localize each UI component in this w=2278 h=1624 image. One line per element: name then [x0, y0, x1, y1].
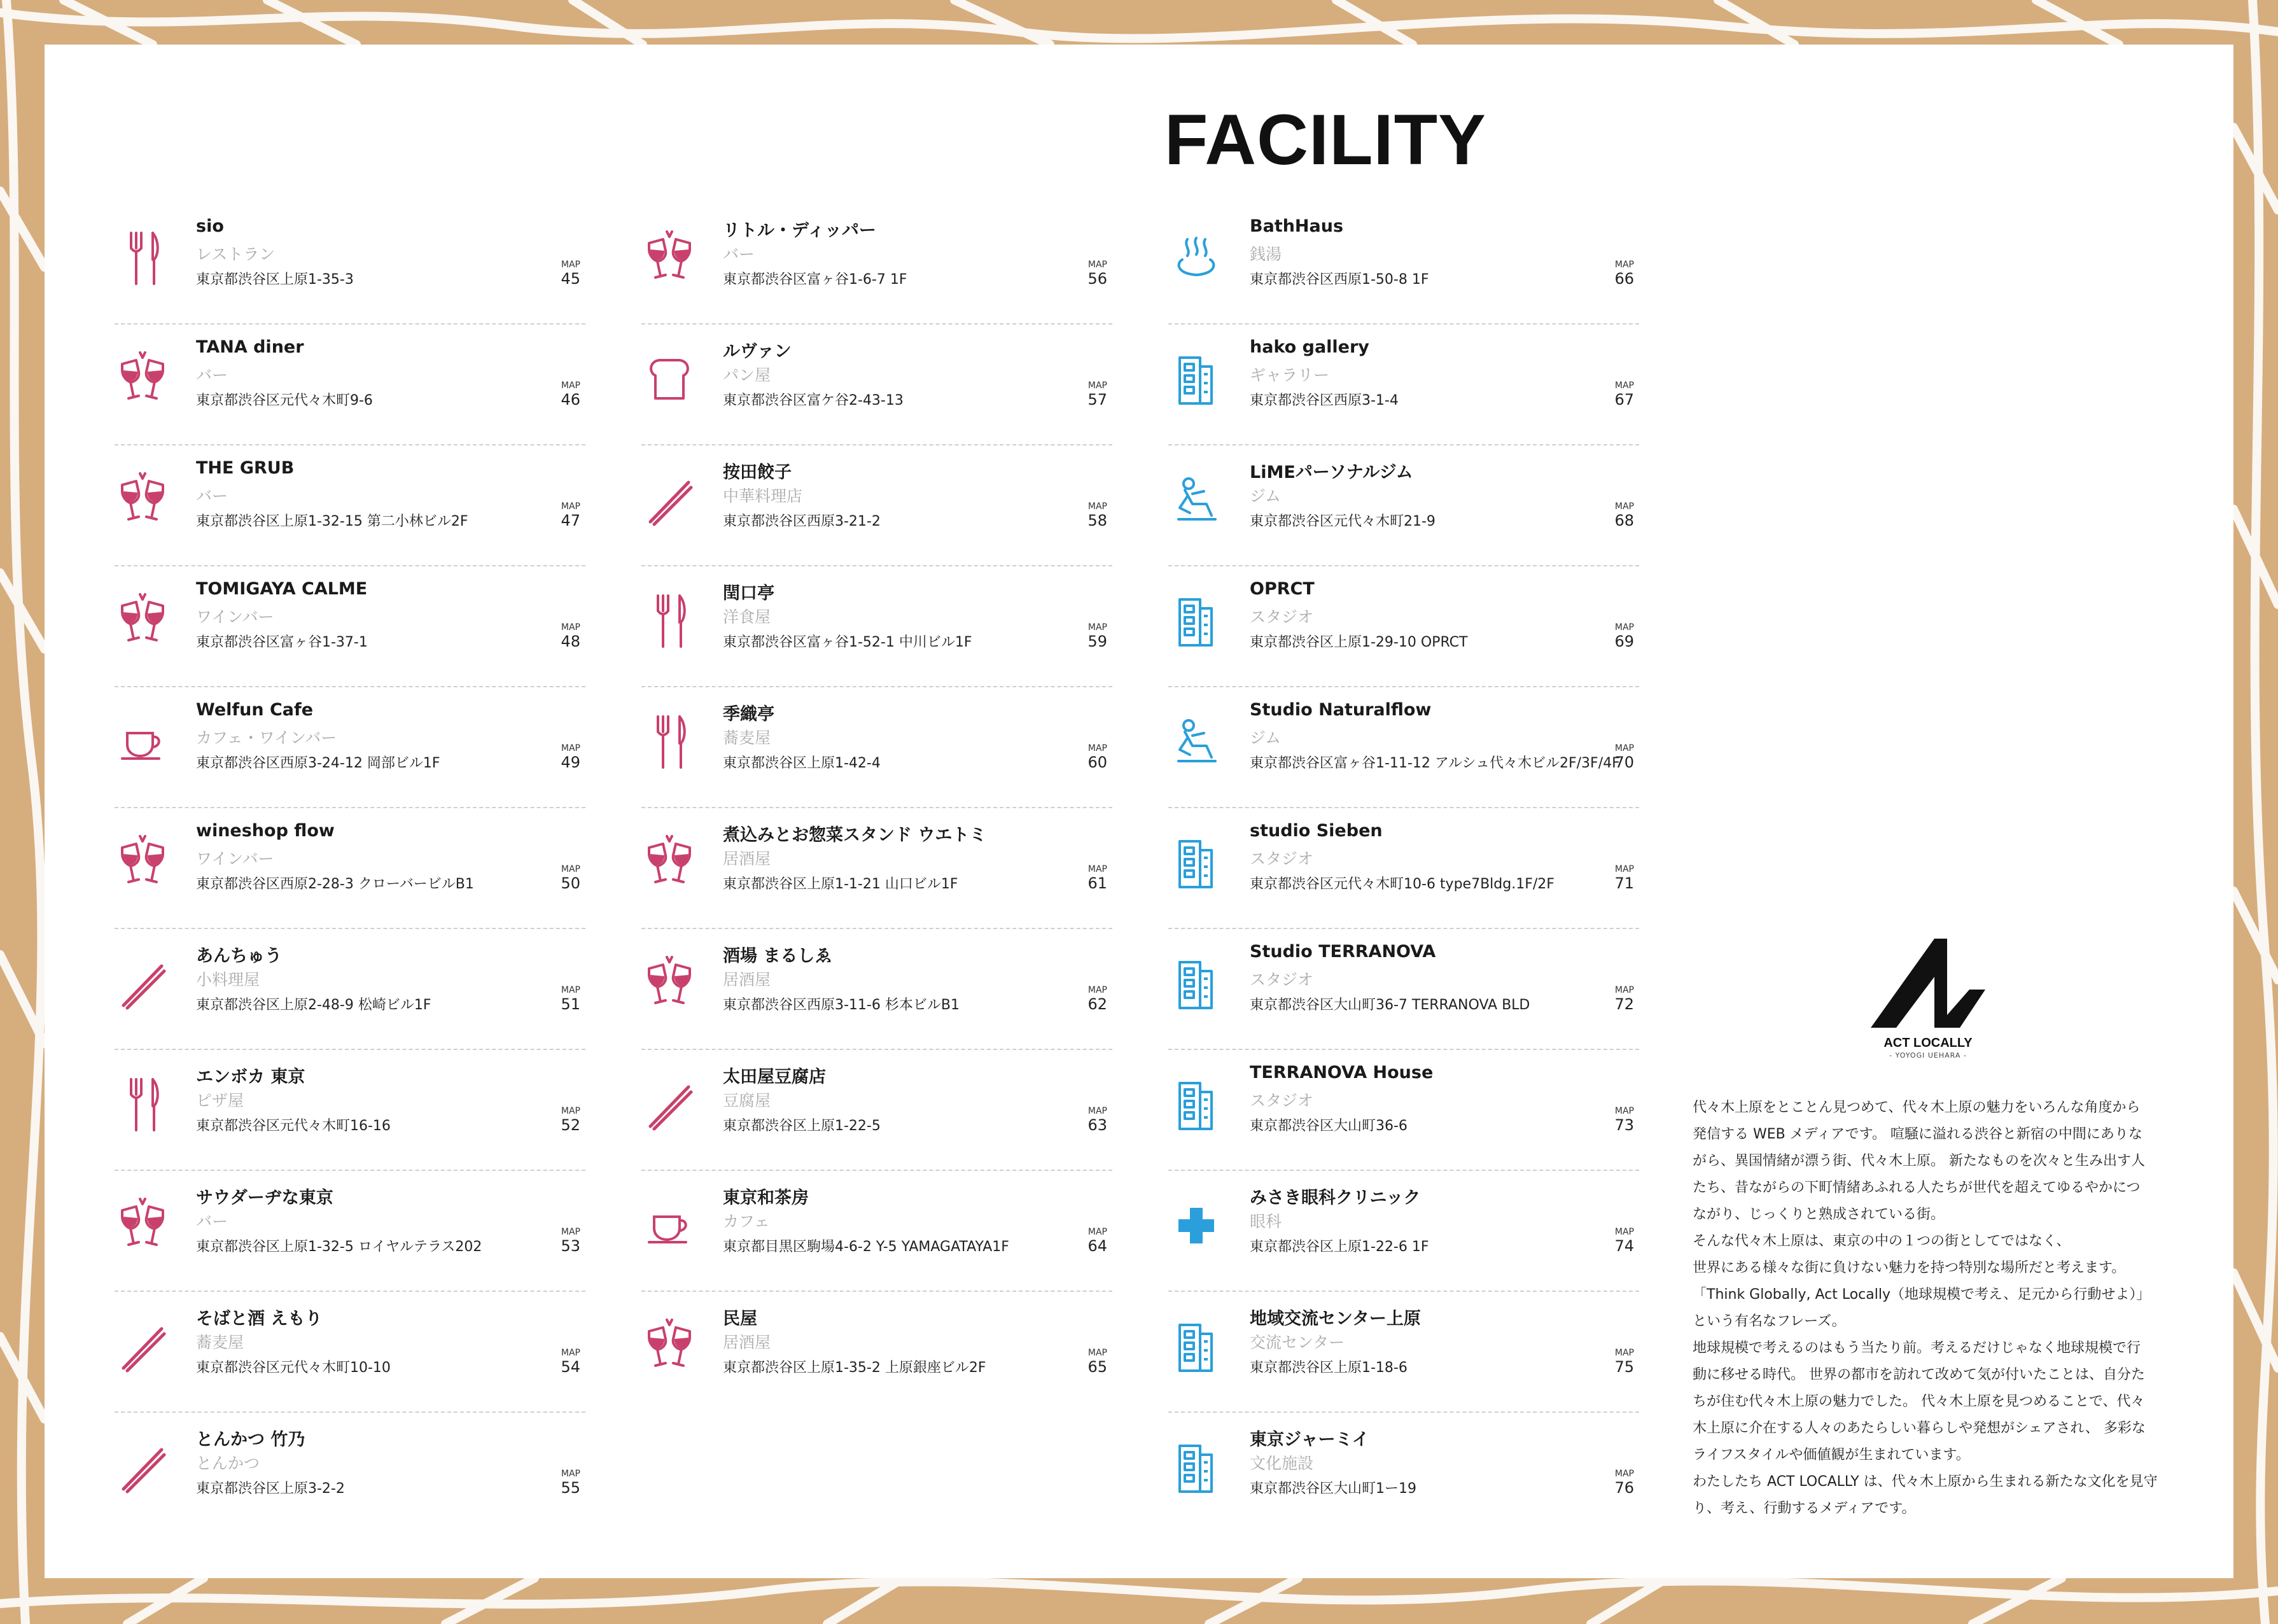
facility-name: Studio TERRANOVA: [1250, 942, 1436, 962]
facility-category: カフェ・ワインバー: [196, 729, 337, 747]
facility-category: スタジオ: [1250, 608, 1314, 626]
map-number[interactable]: 46: [561, 391, 580, 409]
map-label: MAP: [1614, 864, 1634, 874]
facility-name: sio: [196, 216, 224, 236]
facility-category: 洋食屋: [723, 608, 771, 626]
description-line: 世界にある様々な街に負けない魅力を持つ特別な場所だと考えます。: [1693, 1260, 2126, 1276]
facility-address: 東京都渋谷区西原3-21-2: [723, 514, 881, 529]
map-number[interactable]: 49: [561, 753, 580, 771]
facility-address: 東京都渋谷区上原1-32-5 ロイヤルテラス202: [196, 1239, 482, 1255]
wine-glasses-icon: [117, 589, 168, 653]
map-label: MAP: [1614, 743, 1634, 753]
map-number[interactable]: 67: [1614, 391, 1634, 409]
map-label: MAP: [1614, 1469, 1634, 1479]
facility-name: TERRANOVA House: [1250, 1063, 1434, 1082]
description-line: 代々木上原をとことん見つめて、代々木上原の魅力をいろんな角度から: [1693, 1100, 2141, 1116]
fork-knife-icon: [644, 589, 695, 653]
map-label: MAP: [1614, 985, 1634, 995]
map-number[interactable]: 56: [1087, 270, 1107, 288]
map-label: MAP: [1087, 381, 1107, 391]
building-icon: [1171, 589, 1222, 653]
map-label: MAP: [561, 501, 580, 512]
facility-category: 眼科: [1250, 1212, 1282, 1231]
map-label: MAP: [561, 622, 580, 633]
facility-name: BathHaus: [1250, 216, 1344, 236]
map-number[interactable]: 58: [1087, 512, 1107, 529]
description-line: り、考え、行動するメディアです。: [1693, 1501, 1916, 1516]
logo-subtitle: - YOYOGI UEHARA -: [1889, 1051, 1967, 1060]
description-line: ちが住む代々木上原の魅力でした。 代々木上原を見つめることで、代々: [1693, 1394, 2145, 1410]
map-number[interactable]: 76: [1614, 1479, 1634, 1497]
facility-category: ピザ屋: [196, 1091, 244, 1110]
facility-category: ジム: [1250, 487, 1282, 505]
page-title: FACILITY: [1164, 100, 1486, 179]
map-label: MAP: [1087, 1227, 1107, 1237]
description-line: 地球規模で考えるのはもう当たり前。考えるだけじゃなく地球規模で行: [1693, 1340, 2141, 1356]
map-number[interactable]: 54: [561, 1358, 580, 1376]
facility-category: バー: [196, 366, 228, 384]
map-number[interactable]: 72: [1614, 995, 1634, 1013]
description-line: ながり、じっくりと熟成されている街。: [1693, 1207, 1945, 1222]
facility-address: 東京都渋谷区上原2-48-9 松崎ビル1F: [196, 997, 431, 1013]
facility-entry[interactable]: [641, 929, 1112, 1050]
facility-entry[interactable]: [1168, 808, 1639, 929]
facility-category: 豆腐屋: [723, 1091, 771, 1110]
facility-name: とんかつ 竹乃: [196, 1430, 305, 1450]
map-number[interactable]: 68: [1614, 512, 1634, 529]
facility-entry[interactable]: [115, 1050, 585, 1171]
facility-category: バー: [196, 487, 228, 505]
facility-entry[interactable]: [115, 687, 585, 808]
facility-category: 中華料理店: [723, 487, 803, 505]
building-icon: [1171, 1073, 1222, 1137]
facility-entry[interactable]: [641, 566, 1112, 687]
description-line: たち、昔ながらの下町情緒あふれる人たちが世代を超えてゆるやかにつ: [1693, 1180, 2141, 1196]
facility-address: 東京都渋谷区富ケ谷2-43-13: [723, 393, 904, 409]
map-label: MAP: [1087, 743, 1107, 753]
map-number[interactable]: 47: [561, 512, 580, 529]
map-number[interactable]: 64: [1087, 1237, 1107, 1255]
description-line: 「Think Globally, Act Locally（地球規模で考え、足元から行動せよ）」: [1693, 1287, 2151, 1303]
facility-name: 閏口亭: [723, 584, 774, 603]
description-line: わたしたち ACT LOCALLY は、代々木上原から生まれる新たな文化を見守: [1693, 1474, 2158, 1490]
description-line: がら、異国情緒が漂う街、代々木上原。 新たなものを次々と生み出す人: [1693, 1153, 2145, 1169]
map-number[interactable]: 48: [561, 633, 580, 650]
facility-address: 東京都渋谷区富ヶ谷1-11-12 アルシュ代々木ビル2F/3F/4F: [1250, 755, 1620, 771]
map-number[interactable]: 74: [1614, 1237, 1634, 1255]
wine-glasses-icon: [117, 831, 168, 895]
gym-icon: [1171, 710, 1222, 774]
facility-entry[interactable]: [115, 1413, 585, 1534]
facility-address: 東京都渋谷区大山町36-6: [1250, 1118, 1408, 1134]
map-label: MAP: [1614, 260, 1634, 270]
facility-address: 東京都渋谷区上原1-42-4: [723, 755, 881, 771]
gym-icon: [1171, 468, 1222, 532]
map-label: MAP: [561, 743, 580, 753]
facility-category: 交流センター: [1250, 1333, 1345, 1352]
facility-address: 東京都渋谷区上原1-35-2 上原銀座ビル2F: [723, 1360, 986, 1376]
map-number[interactable]: 65: [1087, 1358, 1107, 1376]
description-line: 木上原に介在する人々のあたらしい暮らしや発想がシェアされ、 多彩な: [1693, 1420, 2146, 1436]
map-number[interactable]: 70: [1614, 753, 1634, 771]
facility-name: 地域交流センター上原: [1250, 1309, 1421, 1329]
map-label: MAP: [1087, 1106, 1107, 1116]
facility-entry[interactable]: [1168, 687, 1639, 808]
facility-category: ギャラリー: [1250, 366, 1330, 384]
map-label: MAP: [561, 1106, 580, 1116]
facility-name: LiMEパーソナルジム: [1250, 463, 1413, 482]
facility-address: 東京都渋谷区上原1-18-6: [1250, 1360, 1408, 1376]
map-label: MAP: [1087, 622, 1107, 633]
facility-column-1: [115, 204, 585, 1534]
wine-glasses-icon: [644, 227, 695, 290]
wine-glasses-icon: [644, 831, 695, 895]
facility-category: 居酒屋: [723, 1333, 771, 1352]
facility-category: とんかつ: [196, 1454, 260, 1473]
facility-category: 蕎麦屋: [196, 1333, 244, 1352]
facility-name: 太田屋豆腐店: [723, 1067, 826, 1087]
facility-name: 按田餃子: [723, 463, 792, 482]
facility-entry[interactable]: [641, 325, 1112, 445]
facility-address: 東京都渋谷区元代々木町16-16: [196, 1118, 391, 1134]
map-label: MAP: [1087, 1348, 1107, 1358]
facility-category: 銭湯: [1250, 245, 1282, 263]
facility-name: あんちゅう: [196, 946, 282, 966]
map-label: MAP: [1614, 381, 1634, 391]
map-label: MAP: [1614, 1106, 1634, 1116]
map-label: MAP: [561, 864, 580, 874]
facility-address: 東京都渋谷区元代々木町10-6 type7Bldg.1F/2F: [1250, 876, 1555, 892]
facility-address: 東京都渋谷区西原3-1-4: [1250, 393, 1399, 409]
facility-entry[interactable]: [641, 1171, 1112, 1292]
facility-name: wineshop flow: [196, 821, 335, 841]
facility-category: バー: [196, 1212, 228, 1231]
map-number[interactable]: 60: [1087, 753, 1107, 771]
facility-address: 東京都渋谷区上原1-32-15 第二小林ビル2F: [196, 514, 468, 529]
map-number[interactable]: 59: [1087, 633, 1107, 650]
chopsticks-icon: [117, 1436, 168, 1499]
facility-name: 酒場 まるしゑ: [723, 946, 832, 966]
map-label: MAP: [1614, 501, 1634, 512]
facility-address: 東京都渋谷区上原1-29-10 OPRCT: [1250, 634, 1468, 650]
facility-name: Welfun Cafe: [196, 700, 314, 720]
facility-name: TANA diner: [196, 337, 304, 357]
map-number[interactable]: 62: [1087, 995, 1107, 1013]
facility-entry[interactable]: [641, 204, 1112, 325]
map-label: MAP: [1087, 985, 1107, 995]
map-number[interactable]: 63: [1087, 1116, 1107, 1134]
medical-cross-icon: [1171, 1194, 1222, 1257]
description-line: そんな代々木上原は、東京の中の１つの街としてではなく、: [1693, 1233, 2071, 1249]
map-number[interactable]: 53: [561, 1237, 580, 1255]
facility-address: 東京都渋谷区上原1-22-6 1F: [1250, 1239, 1429, 1255]
facility-category: 居酒屋: [723, 970, 771, 989]
facility-entry[interactable]: [115, 1292, 585, 1413]
chopsticks-icon: [117, 952, 168, 1016]
map-label: MAP: [1614, 622, 1634, 633]
map-label: MAP: [1087, 501, 1107, 512]
facility-category: 居酒屋: [723, 850, 771, 868]
facility-address: 東京都渋谷区上原1-1-21 山口ビル1F: [723, 876, 958, 892]
wine-glasses-icon: [117, 347, 168, 411]
facility-entry[interactable]: [641, 687, 1112, 808]
facility-address: 東京都渋谷区富ヶ谷1-52-1 中川ビル1F: [723, 634, 972, 650]
map-number[interactable]: 52: [561, 1116, 580, 1134]
coffee-cup-icon: [117, 710, 168, 774]
facility-address: 東京都目黒区駒場4-6-2 Y-5 YAMAGATAYA1F: [723, 1239, 1009, 1255]
facility-address: 東京都渋谷区富ヶ谷1-6-7 1F: [723, 272, 907, 288]
map-number[interactable]: 51: [561, 995, 580, 1013]
facility-name: 東京ジャーミイ: [1250, 1430, 1369, 1450]
map-number[interactable]: 66: [1614, 270, 1634, 288]
map-label: MAP: [1614, 1227, 1634, 1237]
facility-entry[interactable]: [115, 325, 585, 445]
building-icon: [1171, 1315, 1222, 1378]
facility-entry[interactable]: [115, 204, 585, 325]
map-number[interactable]: 71: [1614, 874, 1634, 892]
map-label: MAP: [561, 260, 580, 270]
facility-name: THE GRUB: [196, 458, 295, 478]
site-description: [1693, 1095, 2166, 1522]
facility-category: レストラン: [196, 245, 276, 263]
facility-address: 東京都渋谷区富ヶ谷1-37-1: [196, 634, 368, 650]
description-line: 発信する WEB メディアです。 喧騒に溢れる渋谷と新宿の中間にありな: [1693, 1126, 2142, 1142]
hot-spring-icon: [1171, 227, 1222, 290]
facility-column-2: [641, 204, 1112, 1413]
facility-address: 東京都渋谷区元代々木町9-6: [196, 393, 373, 409]
facility-entry[interactable]: [1168, 1050, 1639, 1171]
facility-entry[interactable]: [115, 566, 585, 687]
coffee-cup-icon: [644, 1194, 695, 1257]
facility-name: OPRCT: [1250, 579, 1315, 599]
description-line: ライフスタイルや価値観が生まれています。: [1693, 1447, 1970, 1463]
facility-category: ワインバー: [196, 850, 274, 868]
facility-category: カフェ: [723, 1212, 770, 1231]
chopsticks-icon: [117, 1315, 168, 1378]
facility-category: 文化施設: [1250, 1454, 1314, 1473]
facility-name: サウダーヂな東京: [196, 1188, 333, 1208]
map-label: MAP: [1614, 1348, 1634, 1358]
facility-category: パン屋: [723, 366, 771, 384]
description-line: という有名なフレーズ。: [1693, 1313, 1846, 1329]
facility-address: 東京都渋谷区上原1-35-3: [196, 272, 354, 288]
building-icon: [1171, 347, 1222, 411]
facility-category: スタジオ: [1250, 850, 1314, 868]
map-label: MAP: [561, 1348, 580, 1358]
facility-name: そばと酒 えもり: [196, 1309, 323, 1329]
logo-name: ACT LOCALLY: [1883, 1036, 1973, 1050]
facility-name: エンボカ 東京: [196, 1067, 305, 1087]
map-label: MAP: [561, 381, 580, 391]
map-number[interactable]: 75: [1614, 1358, 1634, 1376]
map-number[interactable]: 61: [1087, 874, 1107, 892]
facility-category: スタジオ: [1250, 1091, 1314, 1110]
facility-name: リトル・ディッパー: [723, 221, 876, 241]
map-number[interactable]: 45: [561, 270, 580, 288]
facility-entry[interactable]: [115, 929, 585, 1050]
facility-name: 季織亭: [723, 704, 774, 724]
facility-address: 東京都渋谷区元代々木町21-9: [1250, 514, 1436, 529]
facility-entry[interactable]: [641, 1050, 1112, 1171]
map-number[interactable]: 69: [1614, 633, 1634, 650]
map-number[interactable]: 57: [1087, 391, 1107, 409]
chopsticks-icon: [644, 1073, 695, 1137]
facility-name: studio Sieben: [1250, 821, 1383, 841]
facility-name: TOMIGAYA CALME: [196, 579, 368, 599]
description-line: 動に移せる時代。 世界の都市を訪れて改めて気が付いたことは、自分た: [1693, 1367, 2145, 1383]
facility-entry[interactable]: [1168, 445, 1639, 566]
fork-knife-icon: [117, 227, 168, 290]
facility-column-3: [1168, 204, 1639, 1534]
facility-entry[interactable]: [1168, 566, 1639, 687]
facility-category: スタジオ: [1250, 970, 1314, 989]
facility-name: 煮込みとお惣菜スタンド ウエトミ: [723, 825, 987, 845]
wine-glasses-icon: [644, 1315, 695, 1378]
facility-name: みさき眼科クリニック: [1250, 1188, 1421, 1208]
map-number[interactable]: 55: [561, 1479, 580, 1497]
fork-knife-icon: [117, 1073, 168, 1137]
map-label: MAP: [561, 1469, 580, 1479]
facility-entry[interactable]: [1168, 325, 1639, 445]
facility-entry[interactable]: [1168, 1292, 1639, 1413]
fork-knife-icon: [644, 710, 695, 774]
map-label: MAP: [561, 985, 580, 995]
building-icon: [1171, 952, 1222, 1016]
map-label: MAP: [1087, 260, 1107, 270]
facility-name: ルヴァン: [723, 342, 792, 361]
facility-entry[interactable]: [115, 445, 585, 566]
facility-entry[interactable]: [641, 1292, 1112, 1413]
facility-name: 東京和茶房: [723, 1188, 809, 1208]
facility-address: 東京都渋谷区元代々木町10-10: [196, 1360, 391, 1376]
facility-address: 東京都渋谷区上原1-22-5: [723, 1118, 881, 1134]
facility-name: 民屋: [723, 1309, 757, 1329]
map-number[interactable]: 73: [1614, 1116, 1634, 1134]
facility-entry[interactable]: [1168, 1413, 1639, 1534]
facility-address: 東京都渋谷区大山町36-7 TERRANOVA BLD: [1250, 997, 1530, 1013]
facility-address: 東京都渋谷区西原3-24-12 岡部ビル1F: [196, 755, 440, 771]
facility-category: 小料理屋: [196, 970, 260, 989]
facility-address: 東京都渋谷区上原3-2-2: [196, 1481, 345, 1497]
map-label: MAP: [1087, 864, 1107, 874]
facility-entry[interactable]: [1168, 1171, 1639, 1292]
facility-address: 東京都渋谷区西原1-50-8 1F: [1250, 272, 1429, 288]
wine-glasses-icon: [117, 468, 168, 532]
facility-entry[interactable]: [115, 808, 585, 929]
building-icon: [1171, 1436, 1222, 1499]
chopsticks-icon: [644, 468, 695, 532]
building-icon: [1171, 831, 1222, 895]
wine-glasses-icon: [644, 952, 695, 1016]
facility-name: Studio Naturalflow: [1250, 700, 1432, 720]
facility-category: バー: [723, 245, 755, 263]
facility-entry[interactable]: [641, 445, 1112, 566]
facility-entry[interactable]: [1168, 929, 1639, 1050]
facility-category: ジム: [1250, 729, 1282, 747]
map-label: MAP: [561, 1227, 580, 1237]
map-number[interactable]: 50: [561, 874, 580, 892]
facility-category: 蕎麦屋: [723, 729, 771, 747]
facility-name: hako gallery: [1250, 337, 1369, 357]
facility-entry[interactable]: [641, 808, 1112, 929]
bread-icon: [644, 347, 695, 411]
facility-category: ワインバー: [196, 608, 274, 626]
facility-address: 東京都渋谷区西原2-28-3 クローバービルB1: [196, 876, 474, 892]
facility-address: 東京都渋谷区大山町1ー19: [1250, 1481, 1416, 1497]
wine-glasses-icon: [117, 1194, 168, 1257]
facility-address: 東京都渋谷区西原3-11-6 杉本ビルB1: [723, 997, 960, 1013]
facility-entry[interactable]: [115, 1171, 585, 1292]
facility-entry[interactable]: [1168, 204, 1639, 325]
